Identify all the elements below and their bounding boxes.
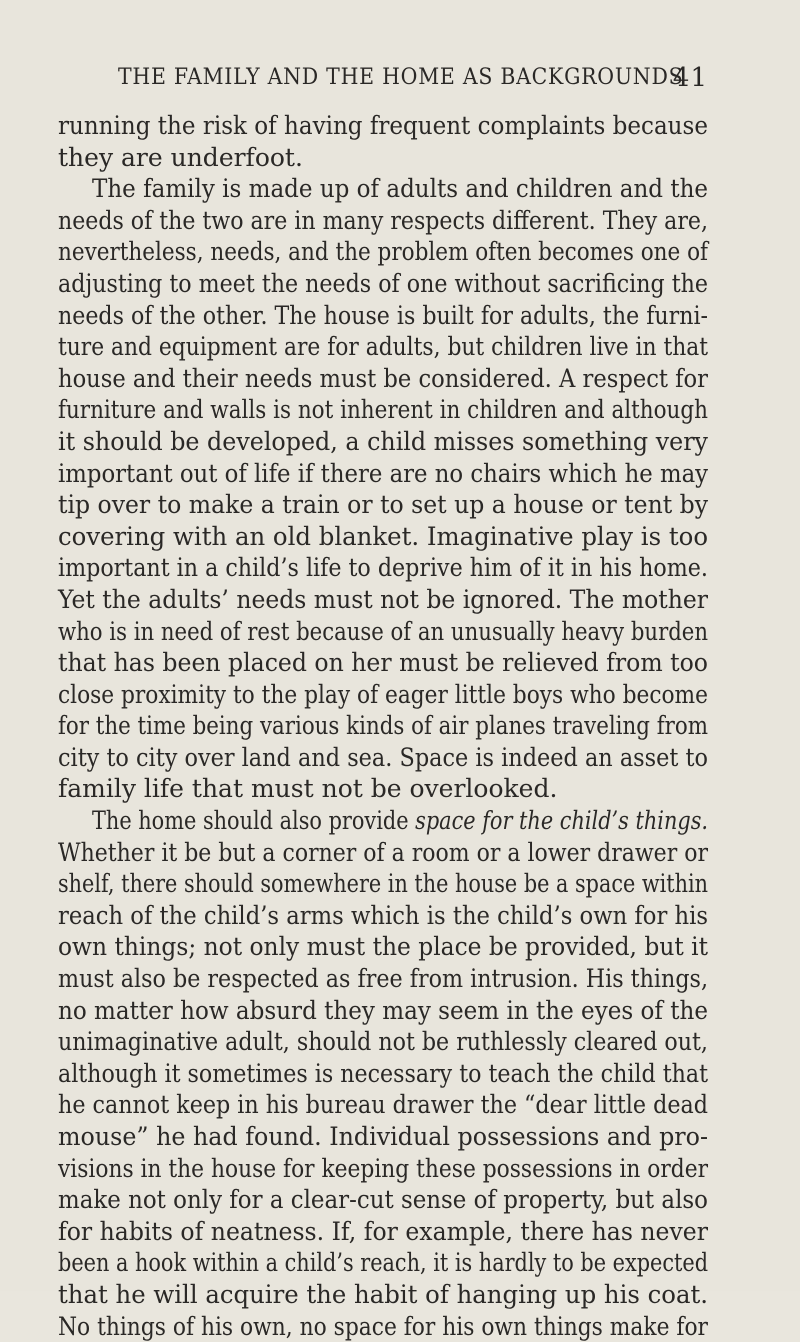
text-line [58, 1121, 708, 1153]
text-line [58, 1089, 708, 1121]
text-line-content: The home should also provide [92, 806, 416, 836]
line-fit-wrapper [58, 394, 708, 426]
text-line-content: furniture and walls is not inherent in children and although [58, 395, 708, 425]
line-fit-wrapper [58, 1058, 708, 1090]
text-line [58, 900, 708, 932]
text-line [58, 1184, 708, 1216]
text-line-content: that he will acquire the habit of hanging up his coat. [58, 1279, 709, 1309]
line-fit-wrapper [58, 426, 708, 458]
text-line-content: tip over to make a train or to set up a house or tent by [58, 490, 709, 520]
text-line-content: adjusting to meet the needs of one without sacrificing the [58, 268, 709, 298]
text-line-content: they are underfoot. [58, 142, 303, 172]
text-line-content: Yet the adults’ needs must not be ignored. The mother [58, 584, 708, 614]
line-fit-wrapper [58, 963, 708, 995]
text-line-content: who is in need of rest because of an unusually heavy burden [58, 616, 709, 646]
line-fit-wrapper [58, 1279, 708, 1311]
text-line [58, 647, 708, 679]
line-fit-wrapper [58, 1153, 708, 1185]
text-line-content: own things; not only must the place be provided, but it [58, 932, 709, 962]
text-line-content: running the risk of having frequent complaints because [58, 111, 708, 140]
text-line [58, 458, 708, 490]
text-line [58, 110, 708, 142]
text-line-content: needs of the other. The house is built for adults, the furni- [58, 300, 708, 330]
text-line-content: for the time being various kinds of air planes traveling from [58, 711, 708, 741]
text-line [58, 679, 708, 711]
line-fit-wrapper [58, 616, 708, 648]
line-fit-wrapper [58, 236, 708, 268]
text-line [58, 363, 708, 395]
line-fit-wrapper [58, 268, 708, 300]
text-line [58, 236, 708, 268]
line-fit-wrapper [58, 1121, 708, 1153]
line-fit-wrapper [58, 552, 708, 584]
text-line [58, 995, 708, 1027]
text-line-content: needs of the two are in many respects different. They are, [58, 205, 708, 235]
line-fit-wrapper [58, 1184, 708, 1216]
line-fit-wrapper [58, 900, 708, 932]
line-fit-wrapper [92, 805, 708, 837]
text-line-content: unimaginative adult, should not be ruthlessly cleared out, [58, 1027, 708, 1057]
text-line-content: house and their needs must be considered. A respect for [58, 363, 708, 393]
text-line [58, 142, 708, 174]
text-line [58, 710, 708, 742]
text-line [58, 205, 708, 237]
text-line-content: no matter how absurd they may seem in the eyes of the [58, 995, 708, 1025]
line-fit-wrapper [58, 300, 708, 332]
text-line [58, 426, 708, 458]
text-line [58, 837, 708, 869]
text-line-content: ture and equipment are for adults, but children live in that [58, 332, 709, 362]
text-line [58, 616, 708, 648]
line-fit-wrapper [58, 521, 708, 553]
text-line-content: No things of his own, no space for his own things make for [58, 1311, 708, 1341]
text-line [58, 584, 708, 616]
text-line-content: for habits of neatness. If, for example, there has never [58, 1216, 708, 1246]
line-fit-wrapper [58, 837, 708, 869]
line-fit-wrapper [58, 331, 708, 363]
line-fit-wrapper [58, 205, 708, 237]
line-fit-wrapper [58, 647, 708, 679]
text-line [58, 331, 708, 363]
line-fit-wrapper [58, 363, 708, 395]
text-line-content: Whether it be but a corner of a room or a lower drawer or [58, 837, 708, 867]
text-line [58, 268, 708, 300]
line-fit-wrapper [58, 489, 708, 521]
text-line [58, 489, 708, 521]
line-fit-wrapper [58, 1026, 708, 1058]
text-line [58, 963, 708, 995]
text-line [58, 300, 708, 332]
text-line [58, 1026, 708, 1058]
text-line [58, 521, 708, 553]
text-line [58, 868, 708, 900]
page-number: 41 [672, 63, 708, 93]
text-line-content: nevertheless, needs, and the problem often becomes one of [58, 237, 709, 267]
body-text [58, 110, 708, 1342]
text-line-content: close proximity to the play of eager little boys who become [58, 679, 708, 709]
text-line [58, 805, 708, 837]
text-line-content: The family is made up of adults and children and the [92, 174, 709, 204]
text-line-content: reach of the child’s arms which is the child’s own for his [58, 900, 709, 930]
line-fit-wrapper [58, 1216, 708, 1248]
text-line-content: family life that must not be overlooked. [58, 774, 558, 804]
line-fit-wrapper [92, 173, 708, 205]
text-line [58, 773, 708, 805]
text-line-content: although it sometimes is necessary to teach the child that [58, 1058, 708, 1088]
text-line-content: city to city over land and sea. Space is indeed an asset to [58, 742, 708, 772]
running-head [118, 60, 708, 96]
text-line [58, 1311, 708, 1342]
text-line [58, 1279, 708, 1311]
text-line [58, 173, 708, 205]
text-line [58, 742, 708, 774]
line-fit-wrapper [58, 458, 708, 490]
text-line-content: make not only for a clear-cut sense of property, but also [58, 1185, 708, 1215]
text-line [58, 931, 708, 963]
text-line-content: important out of life if there are no chairs which he may [58, 458, 709, 488]
line-fit-wrapper [58, 1311, 708, 1342]
text-line-italic: space for the child’s things. [415, 806, 709, 836]
text-line-content: must also be respected as free from intrusion. His things, [58, 964, 709, 994]
text-line-content: it should be developed, a child misses something very [58, 426, 708, 456]
text-line [58, 1216, 708, 1248]
text-line [58, 394, 708, 426]
line-fit-wrapper [58, 995, 708, 1027]
text-line-content: that has been placed on her must be relieved from too [58, 648, 708, 678]
text-line-content: covering with an old blanket. Imaginative play is too [58, 521, 708, 551]
text-line [58, 1153, 708, 1185]
line-fit-wrapper [58, 1089, 708, 1121]
running-title: THE FAMILY AND THE HOME AS BACKGROUNDS [118, 65, 684, 90]
line-fit-wrapper [58, 742, 708, 774]
text-line-content: shelf, there should somewhere in the house be a space within [58, 869, 709, 899]
line-fit-wrapper [58, 679, 708, 711]
text-line [58, 1247, 708, 1279]
text-line-content: visions in the house for keeping these possessions in order [58, 1153, 708, 1183]
text-line [58, 1058, 708, 1090]
text-line-content: been a hook within a child’s reach, it is hardly to be expected [58, 1248, 709, 1278]
text-line-content: he cannot keep in his bureau drawer the “dear little dead [58, 1090, 708, 1120]
line-fit-wrapper [58, 868, 708, 900]
line-fit-wrapper [58, 710, 708, 742]
line-fit-wrapper [58, 931, 708, 963]
text-line-content: important in a child’s life to deprive him of it in his home. [58, 553, 708, 583]
text-line-content: mouse” he had found. Individual possessions and pro- [58, 1122, 708, 1151]
line-fit-wrapper [58, 1247, 708, 1279]
line-fit-wrapper [58, 584, 708, 616]
text-line [58, 552, 708, 584]
line-fit-wrapper [58, 110, 708, 142]
